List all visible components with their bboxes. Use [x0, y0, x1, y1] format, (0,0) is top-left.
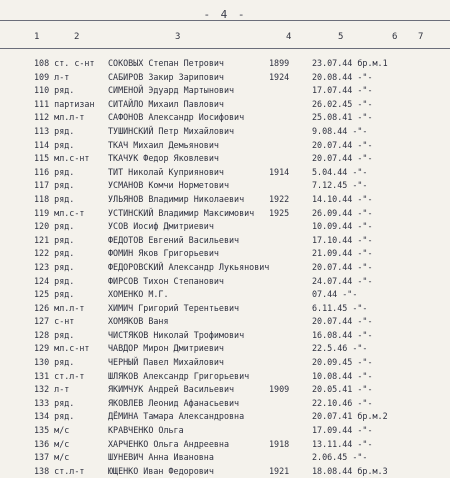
table-row — [0, 139, 450, 153]
row-death-date: 25.08.41 -"- — [312, 112, 373, 123]
column-header-7: 7 — [418, 32, 424, 42]
row-name: КРАВЧЕНКО Ольга — [108, 425, 184, 436]
table-row — [0, 152, 450, 166]
row-death-date: 07.44 -"- — [312, 289, 358, 300]
row-number-rank: 131 ст.л-т — [34, 370, 85, 381]
row-death-date: 13.11.44 -"- — [312, 438, 373, 449]
row-number-rank: 126 мл.л-т — [34, 302, 85, 313]
row-number-rank: 128 ряд. — [34, 329, 75, 340]
row-number-rank: 125 ряд. — [34, 289, 75, 300]
table-row — [0, 84, 450, 98]
table-row — [0, 207, 450, 221]
row-number-rank: 121 ряд. — [34, 234, 75, 245]
row-name: УЛЬЯНОВ Владимир Николаевич — [108, 193, 245, 204]
row-number-rank: 129 мл.с-нт — [34, 343, 90, 354]
row-death-date: 26.09.44 -"- — [312, 207, 373, 218]
row-number-rank: 108 ст. с-нт — [34, 58, 95, 68]
row-death-date: 21.09.44 -"- — [312, 248, 373, 259]
row-death-date: 20.07.44 -"- — [312, 153, 373, 164]
column-header-6: 6 — [392, 32, 398, 42]
row-death-date: 20.07.41 бр.м.2 — [312, 411, 388, 422]
table-row — [0, 220, 450, 234]
header-rule — [0, 48, 450, 49]
row-number-rank: 136 м/с — [34, 438, 70, 449]
row-name: ЯКОВЛЕВ Леонид Афанасьевич — [108, 397, 240, 408]
row-death-date: 6.11.45 -"- — [312, 302, 368, 313]
row-number-rank: 132 л-т — [34, 384, 70, 395]
row-name: ДЁМИНА Тамара Александровна — [108, 411, 245, 422]
row-name: СИТАЙЛО Михаил Павлович — [108, 98, 224, 109]
row-birth-year: 1924 — [269, 71, 290, 82]
table-row — [0, 166, 450, 180]
row-death-date: 14.10.44 -"- — [312, 193, 373, 204]
row-number-rank: 113 ряд. — [34, 125, 75, 136]
row-number-rank: 123 ряд. — [34, 261, 75, 272]
column-header-2: 2 — [74, 32, 80, 42]
row-name: ХАРЧЕНКО Ольга Андреевна — [108, 438, 230, 449]
row-name: ЧАВДОР Мирон Дмитриевич — [108, 343, 224, 354]
table-row — [0, 342, 450, 356]
row-number-rank: 111 партизан — [34, 98, 95, 109]
row-birth-year: 1914 — [269, 166, 290, 177]
row-death-date: 7.12.45 -"- — [312, 180, 368, 191]
row-death-date: 17.07.44 -"- — [312, 85, 373, 96]
column-header-1: 1 — [34, 32, 40, 42]
row-number-rank: 115 мл.с-нт — [34, 153, 90, 164]
row-name: ХОМЕНКО М.Г. — [108, 289, 169, 300]
row-name: СИМЕНОЙ Эдуард Мартынович — [108, 85, 235, 96]
table-row — [0, 315, 450, 329]
row-death-date: 20.09.45 -"- — [312, 357, 373, 368]
column-header-3: 3 — [175, 32, 181, 42]
column-header-5: 5 — [338, 32, 344, 42]
column-header-row — [0, 32, 450, 46]
table-row — [0, 424, 450, 438]
row-number-rank: 114 ряд. — [34, 139, 75, 150]
row-birth-year: 1918 — [269, 438, 290, 449]
row-death-date: 16.08.44 -"- — [312, 329, 373, 340]
row-death-date: 20.07.44 -"- — [312, 261, 373, 272]
row-name: СОКОВЫХ Степан Петрович — [108, 58, 224, 68]
row-name: ЮЩЕНКО Иван Федорович — [108, 465, 214, 476]
row-birth-year: 1922 — [269, 193, 290, 204]
page-number: - 4 - — [203, 8, 247, 21]
row-number-rank: 120 ряд. — [34, 221, 75, 232]
table-row — [0, 438, 450, 452]
table-row — [0, 288, 450, 302]
row-death-date: 17.09.44 -"- — [312, 425, 373, 436]
row-number-rank: 133 ряд. — [34, 397, 75, 408]
column-header-4: 4 — [286, 32, 292, 42]
table-row — [0, 465, 450, 478]
row-death-date: 5.04.44 -"- — [312, 166, 368, 177]
table-row — [0, 193, 450, 207]
row-number-rank: 130 ряд. — [34, 357, 75, 368]
row-death-date: 18.08.44 бр.м.3 — [312, 465, 388, 476]
row-name: УСМАНОВ Комчи Норметович — [108, 180, 230, 191]
row-death-date: 17.10.44 -"- — [312, 234, 373, 245]
row-birth-year: 1909 — [269, 384, 290, 395]
row-death-date: 22.5.46 -"- — [312, 343, 368, 354]
row-number-rank: 116 ряд. — [34, 166, 75, 177]
row-number-rank: 119 мл.с-т — [34, 207, 85, 218]
table-row — [0, 356, 450, 370]
row-number-rank: 137 м/с — [34, 452, 70, 463]
row-number-rank: 109 л-т — [34, 71, 70, 82]
row-death-date: 2.06.45 -"- — [312, 452, 368, 463]
row-death-date: 20.08.44 -"- — [312, 71, 373, 82]
row-name: ЧИСТЯКОВ Николай Трофимович — [108, 329, 245, 340]
row-death-date: 24.07.44 -"- — [312, 275, 373, 286]
row-name: ТКАЧУК Федор Яковлевич — [108, 153, 219, 164]
row-death-date: 20.07.44 -"- — [312, 139, 373, 150]
row-name: ШУНЕВИЧ Анна Ивановна — [108, 452, 214, 463]
row-death-date: 23.07.44 бр.м.1 — [312, 58, 388, 68]
row-death-date: 9.08.44 -"- — [312, 125, 368, 136]
table-row — [0, 370, 450, 384]
table-row — [0, 125, 450, 139]
table-row — [0, 179, 450, 193]
row-number-rank: 138 ст.л-т — [34, 465, 85, 476]
table-row — [0, 234, 450, 248]
table-row — [0, 397, 450, 411]
table-row — [0, 261, 450, 275]
row-name: ФЕДОРОВСКИЙ Александр Лукьянович — [108, 261, 270, 272]
row-name: ФИРСОВ Тихон Степанович — [108, 275, 224, 286]
row-death-date: 26.02.45 -"- — [312, 98, 373, 109]
table-row — [0, 247, 450, 261]
records-list — [0, 57, 450, 478]
row-name: САФОНОВ Александр Иосифович — [108, 112, 245, 123]
row-death-date: 20.05.41 -"- — [312, 384, 373, 395]
table-row — [0, 275, 450, 289]
row-number-rank: 127 с-нт — [34, 316, 75, 327]
row-number-rank: 122 ряд. — [34, 248, 75, 259]
row-number-rank: 134 ряд. — [34, 411, 75, 422]
top-rule — [0, 20, 450, 21]
table-row — [0, 410, 450, 424]
row-name: ТКАЧ Михаил Демьянович — [108, 139, 219, 150]
row-number-rank: 117 ряд. — [34, 180, 75, 191]
row-name: ХИМИЧ Григорий Терентьевич — [108, 302, 240, 313]
row-name: ФЕДОТОВ Евгений Васильевич — [108, 234, 240, 245]
table-row — [0, 98, 450, 112]
table-row — [0, 302, 450, 316]
table-row — [0, 57, 450, 71]
row-number-rank: 110 ряд. — [34, 85, 75, 96]
table-row — [0, 329, 450, 343]
row-death-date: 20.07.44 -"- — [312, 316, 373, 327]
row-name: ЯКИМЧУК Андрей Васильевич — [108, 384, 235, 395]
row-death-date: 10.09.44 -"- — [312, 221, 373, 232]
row-name: ТИТ Николай Куприянович — [108, 166, 224, 177]
row-name: УСТИНСКИЙ Владимир Максимович — [108, 207, 255, 218]
row-death-date: 10.08.44 -"- — [312, 370, 373, 381]
row-birth-year: 1921 — [269, 465, 290, 476]
row-name: ХОМЯКОВ Ваня — [108, 316, 169, 327]
row-name: УСОВ Иосиф Дмитриевич — [108, 221, 214, 232]
row-name: САБИРОВ Закир Зарипович — [108, 71, 224, 82]
row-name: ТУШИНСКИЙ Петр Михайлович — [108, 125, 235, 136]
row-name: ЧЕРНЫЙ Павел Михайлович — [108, 357, 224, 368]
table-row — [0, 383, 450, 397]
row-death-date: 22.10.46 -"- — [312, 397, 373, 408]
row-name: ФОМИН Яков Григорьевич — [108, 248, 219, 259]
table-row — [0, 451, 450, 465]
row-name: ШЛЯКОВ Александр Григорьевич — [108, 370, 250, 381]
row-birth-year: 1899 — [269, 58, 290, 68]
row-birth-year: 1925 — [269, 207, 290, 218]
row-number-rank: 112 мл.л-т — [34, 112, 85, 123]
row-number-rank: 124 ряд. — [34, 275, 75, 286]
row-number-rank: 118 ряд. — [34, 193, 75, 204]
table-row — [0, 111, 450, 125]
table-row — [0, 71, 450, 85]
row-number-rank: 135 м/с — [34, 425, 70, 436]
